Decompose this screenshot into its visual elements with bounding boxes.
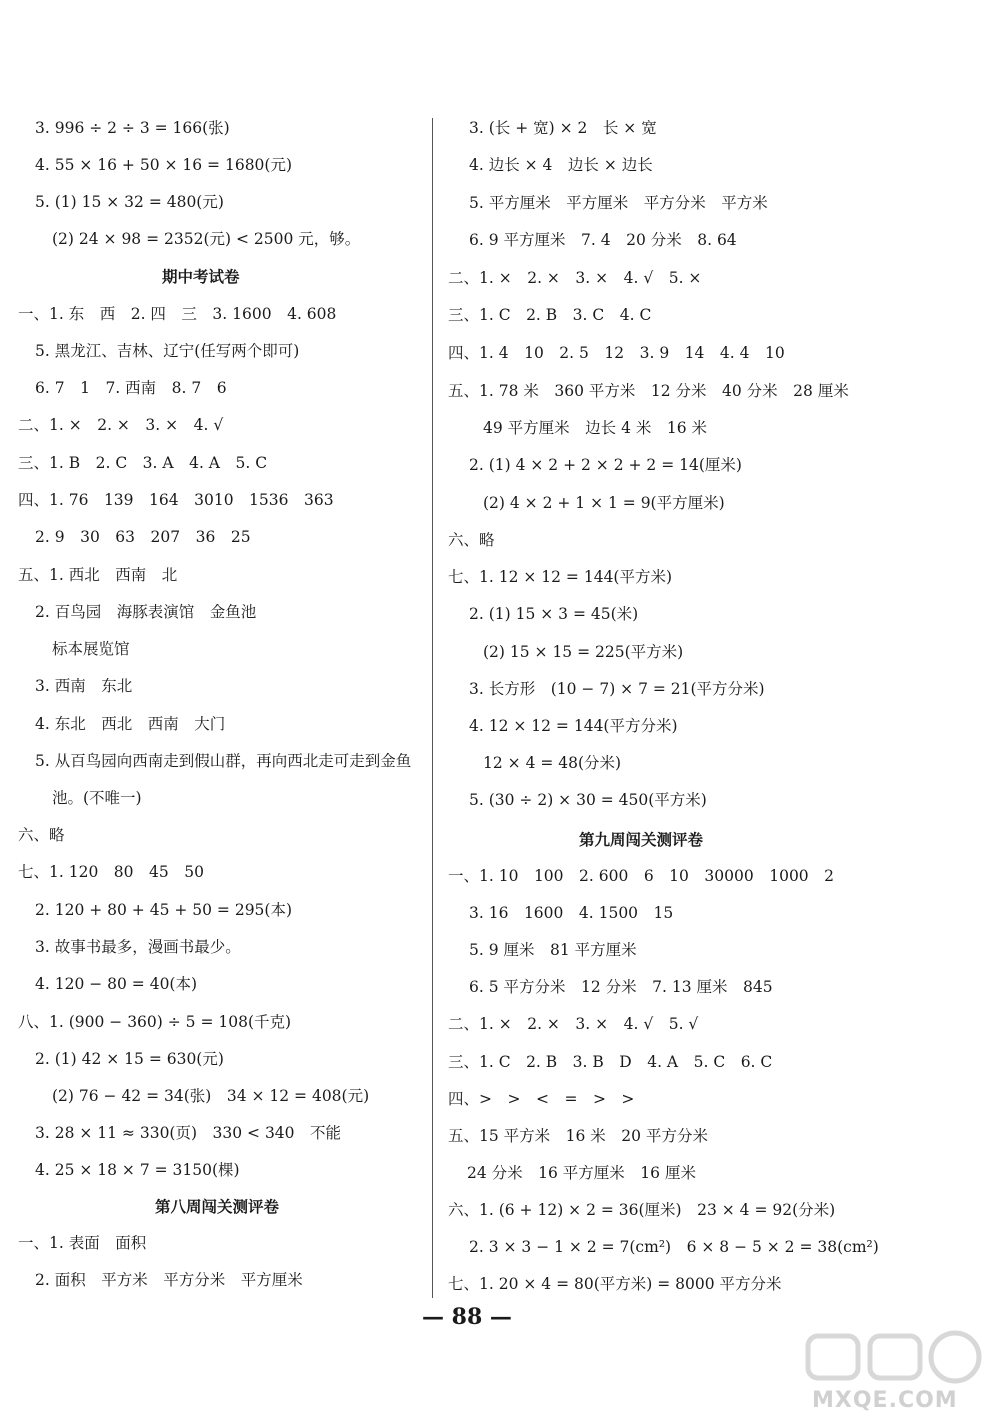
answer-line: 二、1. × 2. × 3. × 4. √ 5. √ — [448, 1015, 699, 1033]
answer-line: 四、> > < = > > — [448, 1090, 635, 1108]
answer-line: 六、略 — [448, 531, 495, 549]
answer-line: 3. 西南 东北 — [35, 677, 133, 695]
answer-line: 4. 12 × 12 = 144(平方分米) — [469, 717, 678, 735]
answer-line: 3. 故事书最多，漫画书最少。 — [35, 938, 241, 956]
answer-line: (2) 24 × 98 = 2352(元) < 2500 元，够。 — [52, 230, 361, 248]
answer-line: 标本展览馆 — [52, 640, 130, 658]
answer-line: 五、1. 西北 西南 北 — [18, 566, 178, 584]
answer-line: 5. 从百鸟园向西南走到假山群，再向西北走可走到金鱼 — [35, 752, 412, 770]
answer-line: 3. 28 × 11 ≈ 330(页) 330 < 340 不能 — [35, 1124, 342, 1142]
column-divider — [432, 118, 433, 1298]
answer-line: 2. 9 30 63 207 36 25 — [35, 528, 251, 546]
section-heading-week9: 第九周闯关测评卷 — [579, 830, 704, 849]
answer-line: 3. 16 1600 4. 1500 15 — [469, 904, 674, 922]
answer-line: 池。(不唯一) — [52, 789, 142, 807]
answer-line: 12 × 4 = 48(分米) — [483, 754, 622, 772]
answer-line: 5. 黑龙江、吉林、辽宁(任写两个即可) — [35, 342, 300, 360]
answer-line: 二、1. × 2. × 3. × 4. √ — [18, 416, 224, 434]
answer-line: 2. 面积 平方米 平方分米 平方厘米 — [35, 1271, 303, 1289]
answer-line: 三、1. B 2. C 3. A 4. A 5. C — [18, 454, 268, 472]
answer-line: 一、1. 10 100 2. 600 6 10 30000 1000 2 — [448, 867, 835, 885]
answer-line: 七、1. 12 × 12 = 144(平方米) — [448, 568, 673, 586]
answer-line: 3. 长方形 (10 − 7) × 7 = 21(平方分米) — [469, 680, 765, 698]
answer-line: (2) 4 × 2 + 1 × 1 = 9(平方厘米) — [483, 494, 725, 512]
answer-line: 一、1. 表面 面积 — [18, 1234, 147, 1252]
watermark-text: MXQE.COM — [812, 1388, 958, 1413]
answer-line: 2. (1) 15 × 3 = 45(米) — [469, 605, 639, 623]
answer-line: 2. 3 × 3 − 1 × 2 = 7(cm²) 6 × 8 − 5 × 2 = 38(cm²) — [469, 1238, 879, 1256]
answer-line: 6. 5 平方分米 12 分米 7. 13 厘米 845 — [469, 978, 773, 996]
answer-line: (2) 15 × 15 = 225(平方米) — [483, 643, 684, 661]
answer-line: 五、1. 78 米 360 平方米 12 分米 40 分米 28 厘米 — [448, 382, 849, 400]
answer-line: 24 分米 16 平方厘米 16 厘米 — [467, 1164, 696, 1182]
answer-line: 七、1. 20 × 4 = 80(平方米) = 8000 平方分米 — [448, 1275, 782, 1293]
answer-line: 2. 120 + 80 + 45 + 50 = 295(本) — [35, 901, 293, 919]
answer-line: 七、1. 120 80 45 50 — [18, 863, 204, 881]
answer-line: 三、1. C 2. B 3. B D 4. A 5. C 6. C — [448, 1053, 773, 1071]
answer-line: 三、1. C 2. B 3. C 4. C — [448, 306, 652, 324]
section-heading-midterm: 期中考试卷 — [162, 267, 240, 286]
answer-line: 4. 120 − 80 = 40(本) — [35, 975, 198, 993]
answer-line: 49 平方厘米 边长 4 米 16 米 — [483, 419, 708, 437]
answer-line: 4. 25 × 18 × 7 = 3150(棵) — [35, 1161, 240, 1179]
answer-line: 2. (1) 4 × 2 + 2 × 2 + 2 = 14(厘米) — [469, 456, 742, 474]
answer-line: 四、1. 76 139 164 3010 1536 363 — [18, 491, 334, 509]
answer-line: 6. 7 1 7. 西南 8. 7 6 — [35, 379, 227, 397]
answer-line: 5. 9 厘米 81 平方厘米 — [469, 941, 637, 959]
answer-line: 3. 996 ÷ 2 ÷ 3 = 166(张) — [35, 119, 230, 137]
page-number: — 88 — — [422, 1304, 512, 1330]
answer-line: 4. 边长 × 4 边长 × 边长 — [469, 156, 653, 174]
answer-line: 3. (长 + 宽) × 2 长 × 宽 — [469, 119, 657, 137]
answer-line: 六、略 — [18, 826, 65, 844]
answer-line: 八、1. (900 − 360) ÷ 5 = 108(千克) — [18, 1013, 292, 1031]
answer-line: 4. 55 × 16 + 50 × 16 = 1680(元) — [35, 156, 293, 174]
answer-line: 2. 百鸟园 海豚表演馆 金鱼池 — [35, 603, 257, 621]
answer-line: (2) 76 − 42 = 34(张) 34 × 12 = 408(元) — [52, 1087, 370, 1105]
answer-line: 5. 平方厘米 平方厘米 平方分米 平方米 — [469, 194, 768, 212]
answer-line: 五、15 平方米 16 米 20 平方分米 — [448, 1127, 708, 1145]
section-heading-week8: 第八周闯关测评卷 — [155, 1197, 280, 1216]
answer-line: 6. 9 平方厘米 7. 4 20 分米 8. 64 — [469, 231, 737, 249]
answer-line: 四、1. 4 10 2. 5 12 3. 9 14 4. 4 10 — [448, 344, 785, 362]
answer-line: 5. (30 ÷ 2) × 30 = 450(平方米) — [469, 791, 707, 809]
answer-line: 六、1. (6 + 12) × 2 = 36(厘米) 23 × 4 = 92(分米) — [448, 1201, 836, 1219]
answer-line: 4. 东北 西北 西南 大门 — [35, 715, 226, 733]
answer-line: 二、1. × 2. × 3. × 4. √ 5. × — [448, 269, 702, 287]
answer-line: 一、1. 东 西 2. 四 三 3. 1600 4. 608 — [18, 305, 337, 323]
answer-line: 5. (1) 15 × 32 = 480(元) — [35, 193, 224, 211]
answer-line: 2. (1) 42 × 15 = 630(元) — [35, 1050, 224, 1068]
